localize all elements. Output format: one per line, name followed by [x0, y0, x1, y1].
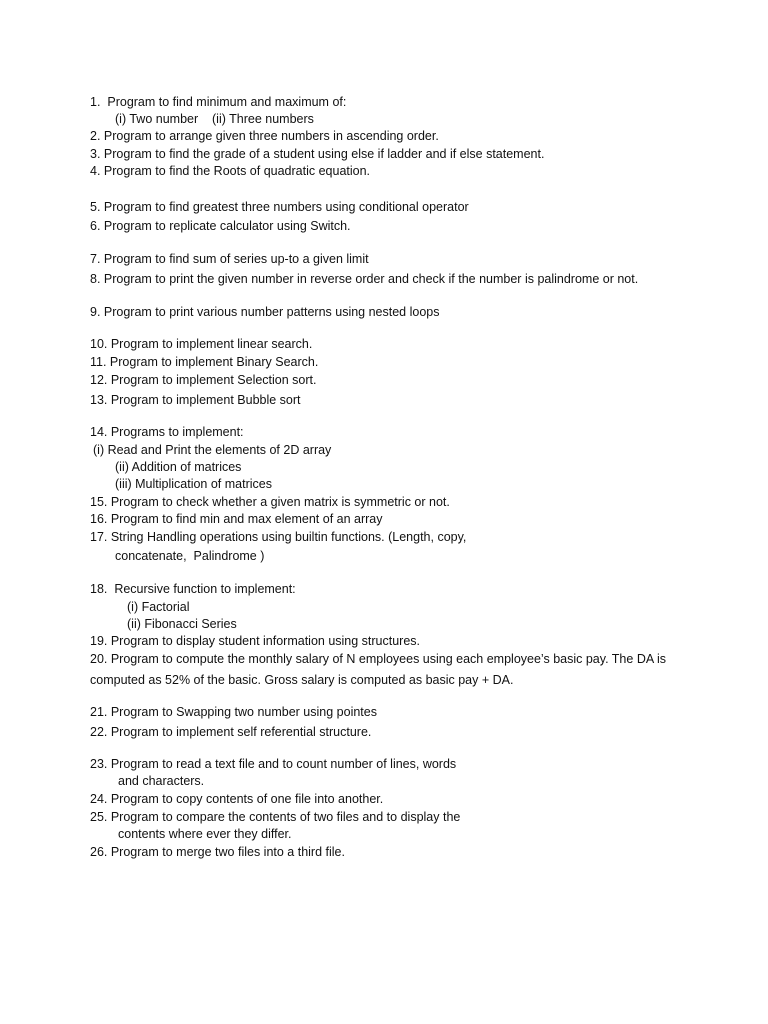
item-6: 6. Program to replicate calculator using Switch. — [90, 219, 351, 233]
item-25-continued: contents where ever they differ. — [118, 827, 292, 841]
item-23-continued: and characters. — [118, 774, 205, 788]
item-26: 26. Program to merge two files into a third file. — [90, 845, 345, 859]
item-16: 16. Program to find min and max element of an array — [90, 512, 383, 526]
item-5: 5. Program to find greatest three numbers using conditional operator — [90, 200, 469, 214]
item-13: 13. Program to implement Bubble sort — [90, 393, 301, 407]
item-18-heading: 18. Recursive function to implement: — [90, 582, 296, 596]
item-8: 8. Program to print the given number in reverse order and check if the number is palindrome or not. — [90, 272, 639, 286]
item-25: 25. Program to compare the contents of two files and to display the — [90, 810, 461, 824]
item-12: 12. Program to implement Selection sort. — [90, 373, 317, 387]
item-23: 23. Program to read a text file and to count number of lines, words — [90, 757, 457, 771]
item-1-subitems: (i) Two number (ii) Three numbers — [115, 112, 314, 126]
item-15: 15. Program to check whether a given matrix is symmetric or not. — [90, 495, 450, 509]
item-10: 10. Program to implement linear search. — [90, 337, 313, 351]
item-17: 17. String Handling operations using builtin functions. (Length, copy, — [90, 530, 467, 544]
item-19: 19. Program to display student information using structures. — [90, 634, 421, 648]
item-18-sub-1: (i) Factorial — [127, 600, 190, 614]
item-17-continued: concatenate, Palindrome ) — [115, 549, 265, 563]
item-22: 22. Program to implement self referential structure. — [90, 725, 372, 739]
item-14-heading: 14. Programs to implement: — [90, 425, 244, 439]
item-1-heading: 1. Program to find minimum and maximum of: — [90, 95, 347, 109]
item-7: 7. Program to find sum of series up-to a given limit — [90, 252, 369, 266]
item-14-sub-1: (i) Read and Print the elements of 2D array — [93, 443, 332, 457]
item-3: 3. Program to find the grade of a student using else if ladder and if else statement. — [90, 147, 545, 161]
item-14-sub-3: (iii) Multiplication of matrices — [115, 477, 272, 491]
item-14-sub-2: (ii) Addition of matrices — [115, 460, 242, 474]
item-20: 20. Program to compute the monthly salary of N employees using each employee’s basic pay. The DA is — [90, 652, 666, 666]
item-11: 11. Program to implement Binary Search. — [90, 355, 319, 369]
item-4: 4. Program to find the Roots of quadratic equation. — [90, 164, 371, 178]
item-2: 2. Program to arrange given three numbers in ascending order. — [90, 129, 439, 143]
item-9: 9. Program to print various number patterns using nested loops — [90, 305, 440, 319]
item-24: 24. Program to copy contents of one file into another. — [90, 792, 384, 806]
item-20-continued: computed as 52% of the basic. Gross salary is computed as basic pay + DA. — [90, 673, 514, 687]
item-18-sub-2: (ii) Fibonacci Series — [127, 617, 237, 631]
item-21: 21. Program to Swapping two number using pointes — [90, 705, 377, 719]
